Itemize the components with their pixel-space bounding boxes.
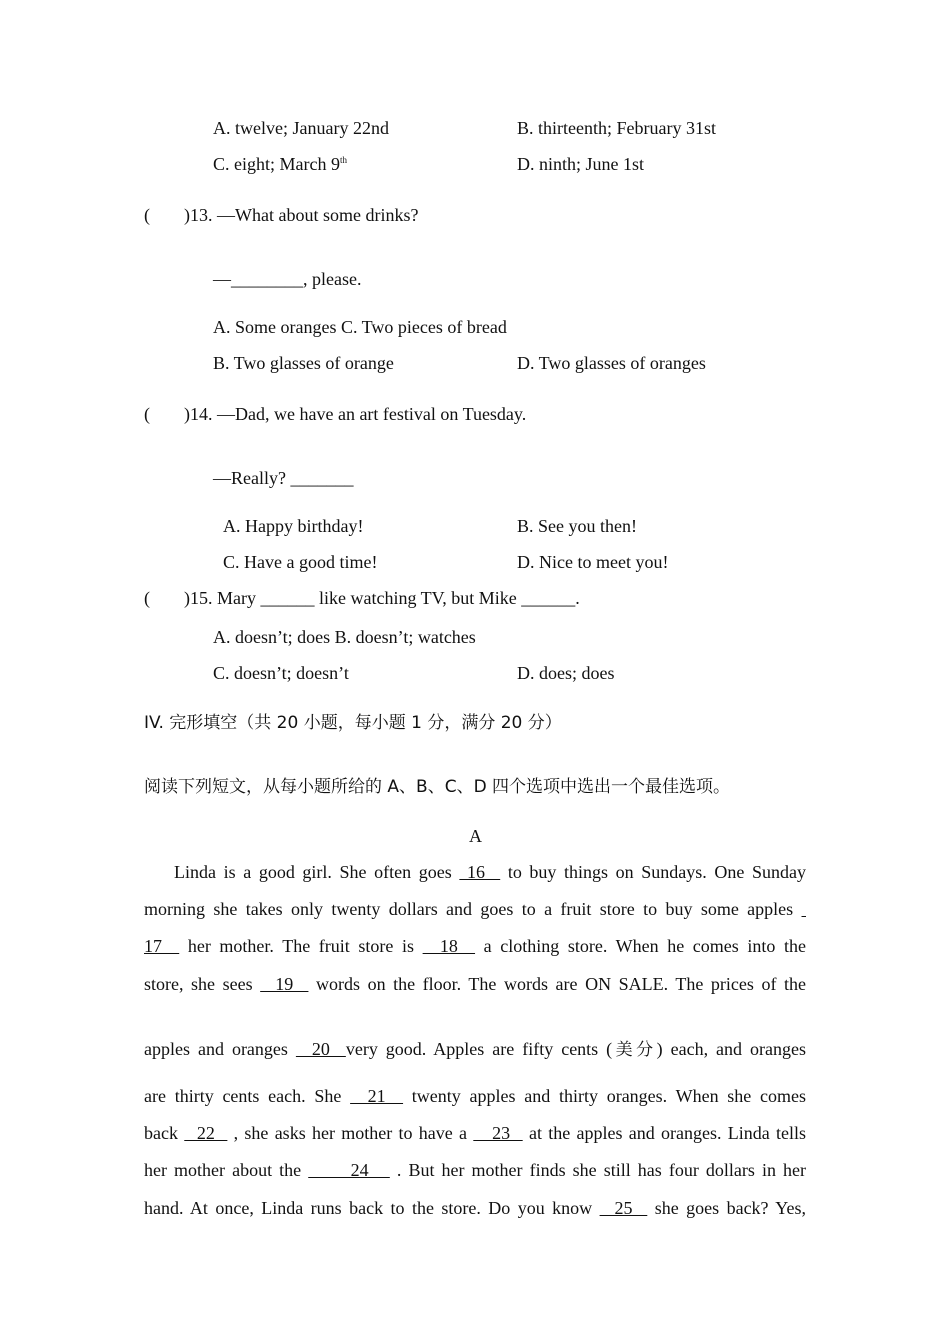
passage-chinese-note: 美分	[612, 1040, 657, 1060]
q14-option-c: C. Have a good time!	[223, 552, 378, 572]
q13-option-a-c: A. Some oranges C. Two pieces of bread	[213, 317, 507, 337]
q12-option-c-superscript: th	[339, 155, 347, 165]
blank-21[interactable]: 21	[350, 1086, 404, 1106]
passage-line-9	[144, 1197, 806, 1219]
q12-option-c-text: C. eight; March 9	[213, 154, 340, 174]
passage-text: are thirty cents each. She	[144, 1086, 351, 1106]
blank-16[interactable]: 16	[459, 862, 501, 882]
passage-text: a clothing store. When he comes into the	[475, 936, 807, 956]
blank-18[interactable]: 18	[422, 936, 476, 956]
q13-option-d: D. Two glasses of oranges	[517, 353, 706, 373]
passage-line-7	[144, 1122, 806, 1144]
q15-option-c: C. doesn’t; doesn’t	[213, 663, 349, 683]
passage-line-1	[174, 861, 806, 883]
blank-25[interactable]: 25	[599, 1198, 648, 1218]
q12-option-c	[213, 153, 347, 175]
blank-24[interactable]: 24	[308, 1160, 390, 1180]
passage-text: she goes back? Yes,	[647, 1198, 806, 1218]
blank-22[interactable]: 22	[184, 1123, 228, 1143]
q14-reply: —Really? _______	[213, 468, 354, 488]
blank-20[interactable]: 20	[295, 1039, 346, 1059]
q15-question: )15. Mary ______ like watching TV, but Mike ______.	[184, 588, 580, 608]
passage-label: A	[469, 826, 482, 846]
passage-line-5	[144, 1038, 806, 1061]
passage-text: to buy things on Sundays. One Sunday	[500, 862, 806, 882]
blank-19[interactable]: 19	[260, 974, 309, 994]
passage-text: , she asks her mother to have a	[227, 1123, 474, 1143]
q13-option-b: B. Two glasses of orange	[213, 353, 394, 373]
passage-text: at the apples and oranges. Linda tells	[522, 1123, 807, 1143]
passage-text: hand. At once, Linda runs back to the store. Do you know	[144, 1198, 600, 1218]
q15-option-d: D. does; does	[517, 663, 615, 683]
passage-text: her mother. The fruit store is	[179, 936, 423, 956]
q12-option-b: B. thirteenth; February 31st	[517, 118, 716, 138]
blank-23[interactable]: 23	[473, 1123, 523, 1143]
passage-line-3	[144, 935, 806, 957]
passage-line-2	[144, 898, 806, 920]
q14-option-b: B. See you then!	[517, 516, 637, 536]
q13-question: )13. —What about some drinks?	[184, 205, 419, 225]
section-heading: IV. 完形填空（共 20 小题，每小题 1 分，满分 20 分）	[144, 713, 562, 733]
passage-line-4	[144, 973, 806, 995]
passage-text: back	[144, 1123, 185, 1143]
q12-option-d: D. ninth; June 1st	[517, 154, 645, 174]
q14-option-a: A. Happy birthday!	[223, 516, 364, 536]
q14-option-d: D. Nice to meet you!	[517, 552, 669, 572]
passage-line-8	[144, 1159, 806, 1181]
blank-17-start	[802, 899, 807, 919]
passage-text: . But her mother finds she still has four dollars in her	[389, 1160, 807, 1180]
q12-option-a: A. twelve; January 22nd	[213, 118, 389, 138]
passage-text: store, she sees	[144, 974, 261, 994]
q15-paren: (	[144, 588, 150, 608]
blank-17[interactable]: 17	[144, 936, 180, 956]
passage-text: morning she takes only twenty dollars and goes to a fruit store to buy some apples	[144, 899, 802, 919]
q13-paren: (	[144, 205, 150, 225]
passage-text: Linda is a good girl. She often goes	[174, 862, 460, 882]
q14-question: )14. —Dad, we have an art festival on Tuesday.	[184, 404, 527, 424]
passage-text: apples and oranges	[144, 1039, 296, 1059]
section-instruction: 阅读下列短文，从每小题所给的 A、B、C、D 四个选项中选出一个最佳选项。	[144, 777, 731, 797]
passage-text: twenty apples and thirty oranges. When she comes	[403, 1086, 807, 1106]
q13-reply: —________, please.	[213, 269, 362, 289]
q14-paren: (	[144, 404, 150, 424]
q15-option-a-b: A. doesn’t; does B. doesn’t; watches	[213, 627, 476, 647]
passage-text: her mother about the	[144, 1160, 309, 1180]
passage-line-6	[144, 1085, 806, 1107]
passage-text: words on the floor. The words are ON SALE. The prices of the	[308, 974, 807, 994]
passage-text: very good. Apples are fifty cents (	[345, 1039, 613, 1059]
passage-text: ) each, and oranges	[656, 1039, 807, 1059]
